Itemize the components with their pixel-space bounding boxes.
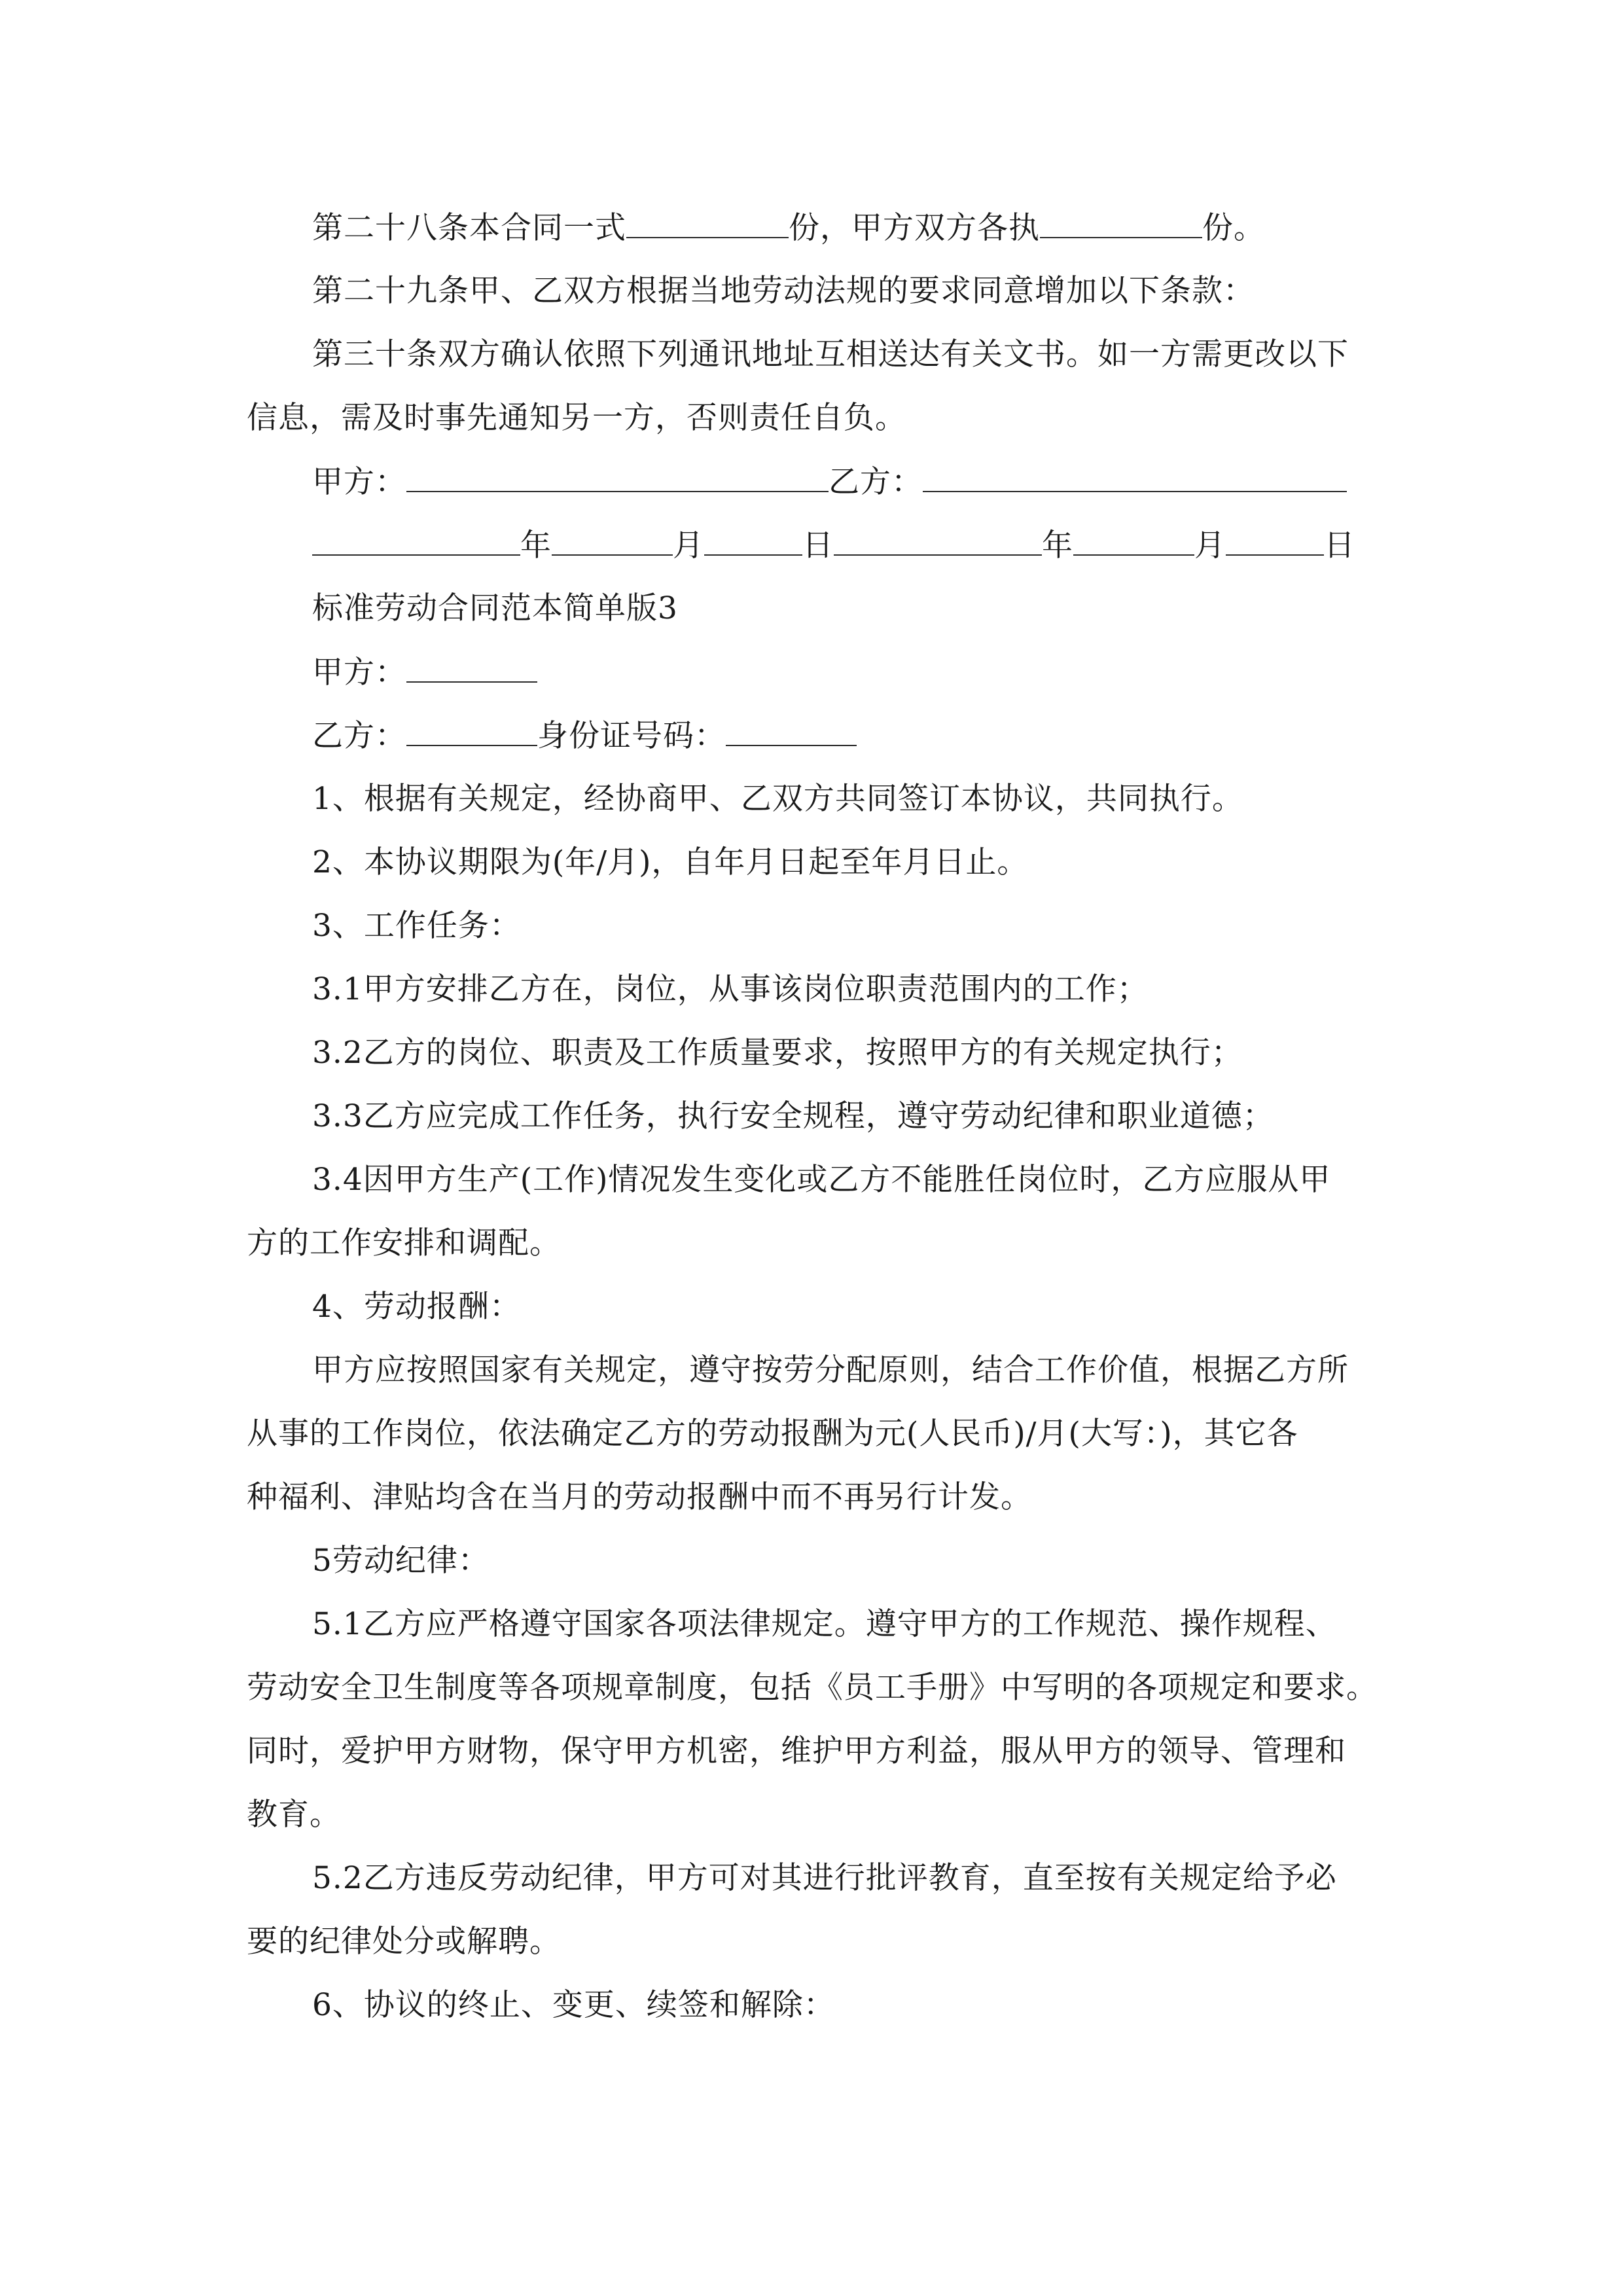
clause-4: 4、劳动报酬：	[312, 1289, 521, 1325]
date-a-day-label: 日	[802, 528, 834, 564]
date-a-day-blank	[704, 526, 802, 556]
signature-party-b-blank	[923, 462, 1347, 492]
date-b-day-blank	[1226, 526, 1324, 556]
date-a-month-label: 月	[673, 528, 704, 564]
date-b-year-blank	[834, 526, 1042, 556]
date-a-month-blank	[552, 526, 673, 556]
signature-party-b-label: 乙方：	[829, 464, 923, 500]
article-28	[312, 208, 1265, 247]
copies-each-blank	[1040, 208, 1202, 238]
article-28-prefix: 第二十八条本合同一式	[312, 210, 626, 246]
date-b-year-label: 年	[1042, 528, 1073, 564]
clause-5: 5劳动纪律：	[312, 1543, 490, 1579]
document-title: 标准劳动合同范本简单版3	[312, 590, 678, 626]
party-b-blank	[406, 716, 537, 746]
clause-5-2-line-1: 5.2乙方违反劳动纪律，甲方可对其进行批评教育，直至按有关规定给予必	[312, 1860, 1337, 1896]
date-b-month-blank	[1073, 526, 1194, 556]
clause-2: 2、本协议期限为(年/月)，自年月日起至年月日止。	[312, 844, 1029, 880]
id-number-label: 身份证号码：	[537, 718, 726, 754]
clause-5-2-line-2: 要的纪律处分或解聘。	[247, 1924, 561, 1960]
party-a-row	[312, 653, 537, 692]
clause-3-3: 3.3乙方应完成工作任务，执行安全规程，遵守劳动纪律和职业道德；	[312, 1098, 1274, 1134]
article-28-end: 份。	[1202, 210, 1265, 246]
clause-3-1: 3.1甲方安排乙方在，岗位，从事该岗位职责范围内的工作；	[312, 971, 1149, 1007]
signature-party-a-label: 甲方：	[312, 464, 406, 500]
date-b-month-label: 月	[1194, 528, 1226, 564]
date-a-year-label: 年	[520, 528, 552, 564]
signature-party-a-blank	[406, 462, 829, 492]
clause-3-4-line-2: 方的工作安排和调配。	[247, 1225, 561, 1261]
date-a-year-blank	[312, 526, 520, 556]
article-30-line-2: 信息，需及时事先通知另一方，否则责任自负。	[247, 400, 906, 436]
clause-1: 1、根据有关规定，经协商甲、乙双方共同签订本协议，共同执行。	[312, 781, 1243, 817]
clause-5-1-line-3: 同时，爱护甲方财物，保守甲方机密，维护甲方利益，服从甲方的领导、管理和	[247, 1733, 1346, 1769]
copies-blank	[626, 208, 789, 238]
party-a-label: 甲方：	[312, 655, 406, 691]
article-28-mid: 份，甲方双方各执	[789, 210, 1040, 246]
article-29: 第二十九条甲、乙双方根据当地劳动法规的要求同意增加以下条款：	[312, 273, 1255, 309]
clause-3-4-line-1: 3.4因甲方生产(工作)情况发生变化或乙方不能胜任岗位时，乙方应服从甲	[312, 1162, 1331, 1198]
clause-4-body-line-3: 种福利、津贴均含在当月的劳动报酬中而不再另行计发。	[247, 1479, 1032, 1515]
clause-5-1-line-4: 教育。	[247, 1797, 341, 1833]
clause-5-1-line-1: 5.1乙方应严格遵守国家各项法律规定。遵守甲方的工作规范、操作规程、	[312, 1606, 1337, 1642]
clause-5-1-line-2: 劳动安全卫生制度等各项规章制度，包括《员工手册》中写明的各项规定和要求。	[247, 1670, 1378, 1706]
clause-4-body-line-2: 从事的工作岗位，依法确定乙方的劳动报酬为元(人民币)/月(大写：)，其它各	[247, 1416, 1298, 1452]
clause-3: 3、工作任务：	[312, 908, 521, 944]
clause-3-2: 3.2乙方的岗位、职责及工作质量要求，按照甲方的有关规定执行；	[312, 1035, 1243, 1071]
id-number-blank	[726, 716, 857, 746]
article-30-line-1: 第三十条双方确认依照下列通讯地址互相送达有关文书。如一方需更改以下	[312, 336, 1349, 372]
date-row	[312, 526, 1355, 565]
party-a-blank	[406, 653, 537, 683]
date-b-day-label: 日	[1324, 528, 1355, 564]
clause-6: 6、协议的终止、变更、续签和解除：	[312, 1987, 835, 2023]
party-b-row	[312, 716, 857, 755]
party-b-label: 乙方：	[312, 718, 406, 754]
signature-row	[312, 462, 1347, 501]
clause-4-body-line-1: 甲方应按照国家有关规定，遵守按劳分配原则，结合工作价值，根据乙方所	[312, 1352, 1349, 1388]
